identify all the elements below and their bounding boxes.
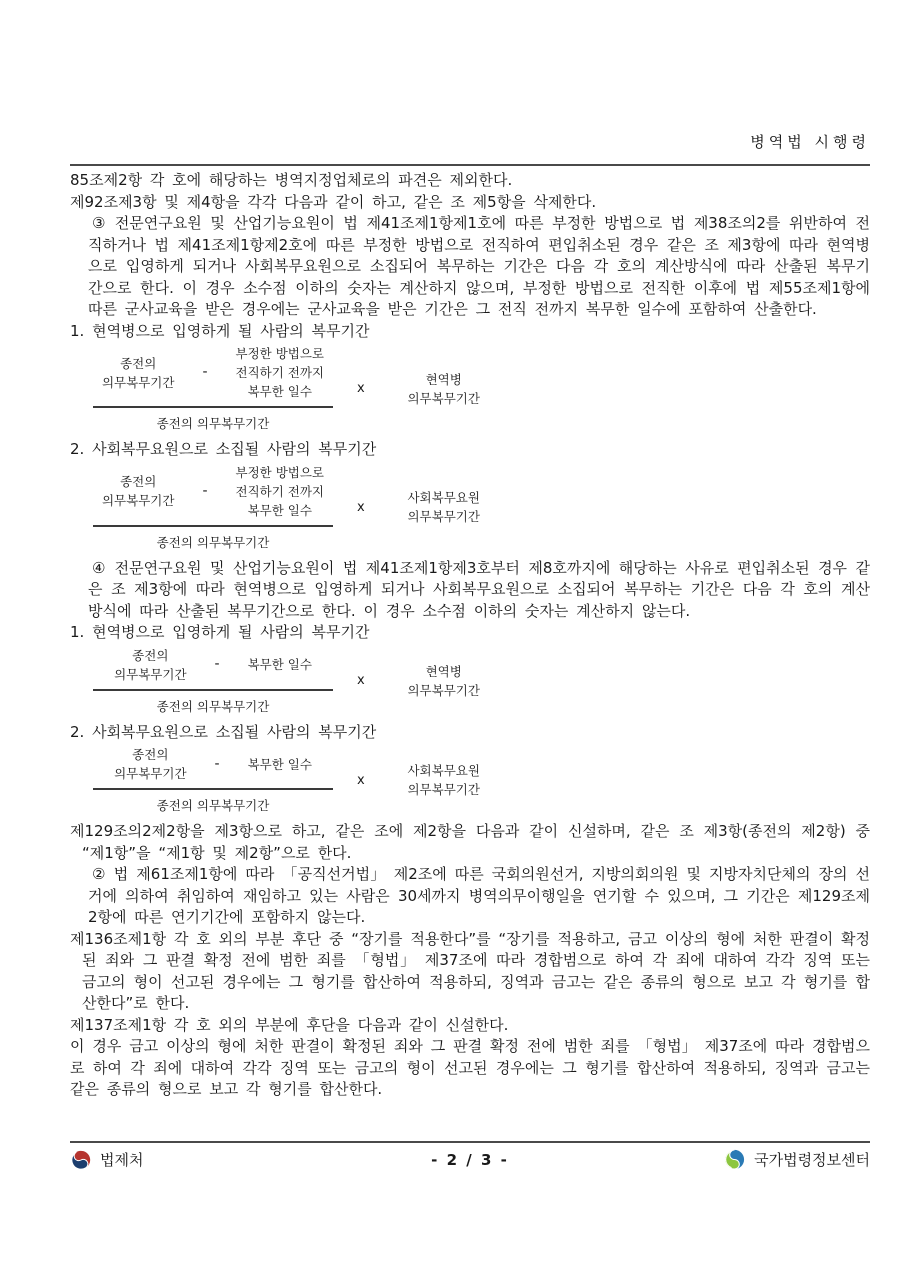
numbered-item-2: 2. 사회복무요원으로 소집될 사람의 복무기간	[70, 440, 377, 458]
service-period-formula-1	[93, 344, 870, 433]
operand-line: 의무복무기간	[101, 493, 175, 508]
multiplier	[389, 488, 499, 526]
fraction	[93, 646, 333, 716]
operand-line: 종전의	[120, 474, 157, 489]
minus-sign: -	[202, 364, 208, 380]
fraction	[93, 463, 333, 552]
operand-line: 전직하기 전까지	[235, 483, 324, 499]
document-body	[70, 170, 870, 1101]
clause-92-para3: ③ 전문연구요원 및 산업기능요원이 법 제41조제1항제1호에 따른 부정한 방법으로 법 제38조의2를 위반하여 전직하거나 법 제41조제1항제2호에 따른 부정한 방법으로 전직하여 편입취소된 경우 같은 조 제3항에 따라 현역병으로 입영하게 되거나 사회복무요원으로 소집되어 복무하는 기간은 다음 각 호의 계산방식에 따라 산출된 복무기간으로 한다. 이 경우 소수점 이하의 숫자는 계산하지 않으며, 부정한 방법으로 전직한 이후에 법 제55조제1항에 따른 군사교육을 받은 경우에는 군사교육을 받은 기간은 그 전직 전까지 복무한 일수에 포함하여 산출한다.	[88, 214, 870, 318]
amendment-clause-92: 제92조제3항 및 제4항을 각각 다음과 같이 하고, 같은 조 제5항을 삭제한다.	[70, 192, 597, 211]
operand-line: 의무복무기간	[114, 766, 187, 781]
footer-agency	[70, 1149, 337, 1171]
numerator-right-operand	[248, 755, 312, 774]
multiplier-line: 의무복무기간	[407, 390, 480, 406]
operand-line: 종전의	[120, 355, 157, 371]
numerator-left-operand	[102, 354, 174, 392]
multiplication-sign: x	[357, 499, 365, 515]
numerator-right-operand	[236, 463, 325, 520]
numerator-left-operand	[114, 745, 186, 783]
multiplier	[389, 662, 499, 700]
multiplier-line: 사회복무요원	[407, 490, 480, 505]
operand-line: 종전의	[132, 647, 169, 663]
header-divider	[70, 164, 870, 166]
multiplier-line: 사회복무요원	[407, 763, 480, 778]
minus-sign: -	[202, 482, 208, 499]
service-period-formula-2	[93, 463, 870, 552]
numbered-item-2b: 2. 사회복무요원으로 소집될 사람의 복무기간	[70, 722, 377, 741]
numbered-item-1b: 1. 현역병으로 입영하게 될 사람의 복무기간	[70, 623, 370, 641]
operand-line: 복무한 일수	[247, 502, 312, 518]
document-footer	[70, 1148, 870, 1171]
fraction-numerator	[93, 745, 333, 788]
fraction-denominator: 종전의 의무복무기간	[93, 406, 333, 433]
operand-line: 종전의	[132, 747, 169, 762]
law-info-center-logo-icon	[723, 1148, 746, 1171]
multiplier-line: 의무복무기간	[407, 782, 480, 797]
fraction-denominator: 종전의 의무복무기간	[93, 525, 333, 552]
clause-129-para2: ② 법 제61조제1항에 따라 「공직선거법」 제2조에 따른 국회의원선거, 지방의회의원 및 지방자치단체의 장의 선거에 의하여 취임하여 재임하고 있는 사람은 30세까지 병역의무이행일을 연기할 수 있으며, 그 기간은 제129조제2항에 따른 연기기간에 포함하지 않는다.	[88, 865, 870, 926]
numbered-item-1: 1. 현역병으로 입영하게 될 사람의 복무기간	[70, 321, 370, 340]
multiplier-line: 현역병	[425, 663, 462, 679]
page-number: - 2 / 3 -	[431, 1150, 509, 1169]
multiplier-line: 의무복무기간	[407, 509, 480, 524]
service-period-formula-4	[93, 745, 870, 815]
moleg-taegeuk-logo-icon	[70, 1149, 92, 1171]
fraction-denominator: 종전의 의무복무기간	[93, 689, 333, 716]
amendment-clause-137: 제137조제1항 각 호 외의 부분에 후단을 다음과 같이 신설한다.	[70, 1015, 509, 1034]
document-title: 병역법 시행령	[750, 133, 870, 151]
minus-sign: -	[214, 656, 220, 672]
numerator-left-operand	[114, 646, 186, 684]
multiplication-sign: x	[357, 381, 365, 396]
agency-name: 법제처	[100, 1151, 144, 1169]
clause-92-para4: ④ 전문연구요원 및 산업기능요원이 법 제41조제1항제3호부터 제8호까지에 해당하는 사유로 편입취소된 경우 같은 조 제3항에 따라 현역병으로 입영하게 되거나 사회복무요원으로 소집되어 복무하는 기간은 다음 각 호의 계산방식에 따라 산출된 복무기간으로 한다. 이 경우 소수점 이하의 숫자는 계산하지 않는다.	[88, 558, 870, 620]
operand-line: 전직하기 전까지	[235, 365, 324, 380]
service-period-formula-3	[93, 646, 870, 716]
fraction-numerator	[93, 344, 333, 406]
operand-line: 부정한 방법으로	[235, 346, 324, 361]
fraction-numerator	[93, 646, 333, 689]
numerator-left-operand	[102, 472, 174, 510]
footer-divider	[70, 1141, 870, 1143]
footer-center-name	[603, 1148, 870, 1171]
operand-line: 복무한 일수	[247, 756, 312, 772]
amendment-clause-136: 제136조제1항 각 호 외의 부분 후단 중 “장기를 적용한다”를 “장기를 적용하고, 금고 이상의 형에 처한 판결이 확정된 죄와 그 판결 확정 전에 범한 죄를 「형법」 제37조에 따라 경합범으로 하여 각 죄에 대하여 각각 징역 또는 금고의 형이 선고된 경우에는 그 형기를 합산하여 적용하되, 징역과 금고는 같은 종류의 형으로 보고 각 형기를 합산한다”로 한다.	[70, 929, 870, 1012]
multiplier	[389, 761, 499, 799]
numerator-right-operand	[236, 344, 325, 401]
multiplication-sign: x	[357, 772, 365, 788]
amendment-clause-129: 제129조의2제2항을 제3항으로 하고, 같은 조에 제2항을 다음과 같이 신설하며, 같은 조 제3항(종전의 제2항) 중 “제1항”을 “제1항 및 제2항”으로 한다.	[70, 822, 870, 862]
fraction-denominator: 종전의 의무복무기간	[93, 788, 333, 815]
numerator-right-operand	[248, 655, 312, 674]
law-center-name: 국가법령정보센터	[754, 1151, 871, 1169]
operand-line: 의무복무기간	[114, 666, 187, 682]
multiplication-sign: x	[357, 673, 365, 688]
clause-137-addendum: 이 경우 금고 이상의 형에 처한 판결이 확정된 죄와 그 판결 확정 전에 범한 죄를 「형법」 제37조에 따라 경합범으로 하여 각 죄에 대하여 각각 징역 또는 금고의 형이 선고된 경우에는 그 형기를 합산하여 적용하되, 징역과 금고는 같은 종류의 형으로 보고 각 형기를 합산한다.	[70, 1037, 870, 1098]
fraction	[93, 745, 333, 815]
operand-line: 복무한 일수	[247, 384, 312, 399]
multiplier-line: 의무복무기간	[407, 682, 480, 698]
multiplier	[389, 370, 499, 408]
operand-line: 부정한 방법으로	[235, 464, 324, 480]
operand-line: 복무한 일수	[247, 657, 312, 672]
document-header	[70, 131, 870, 152]
operand-line: 의무복무기간	[101, 374, 175, 390]
continued-clause: 85조제2항 각 호에 해당하는 병역지정업체로의 파견은 제외한다.	[70, 171, 513, 189]
fraction-numerator	[93, 463, 333, 525]
multiplier-line: 현역병	[425, 371, 462, 387]
minus-sign: -	[214, 755, 220, 772]
fraction	[93, 344, 333, 433]
